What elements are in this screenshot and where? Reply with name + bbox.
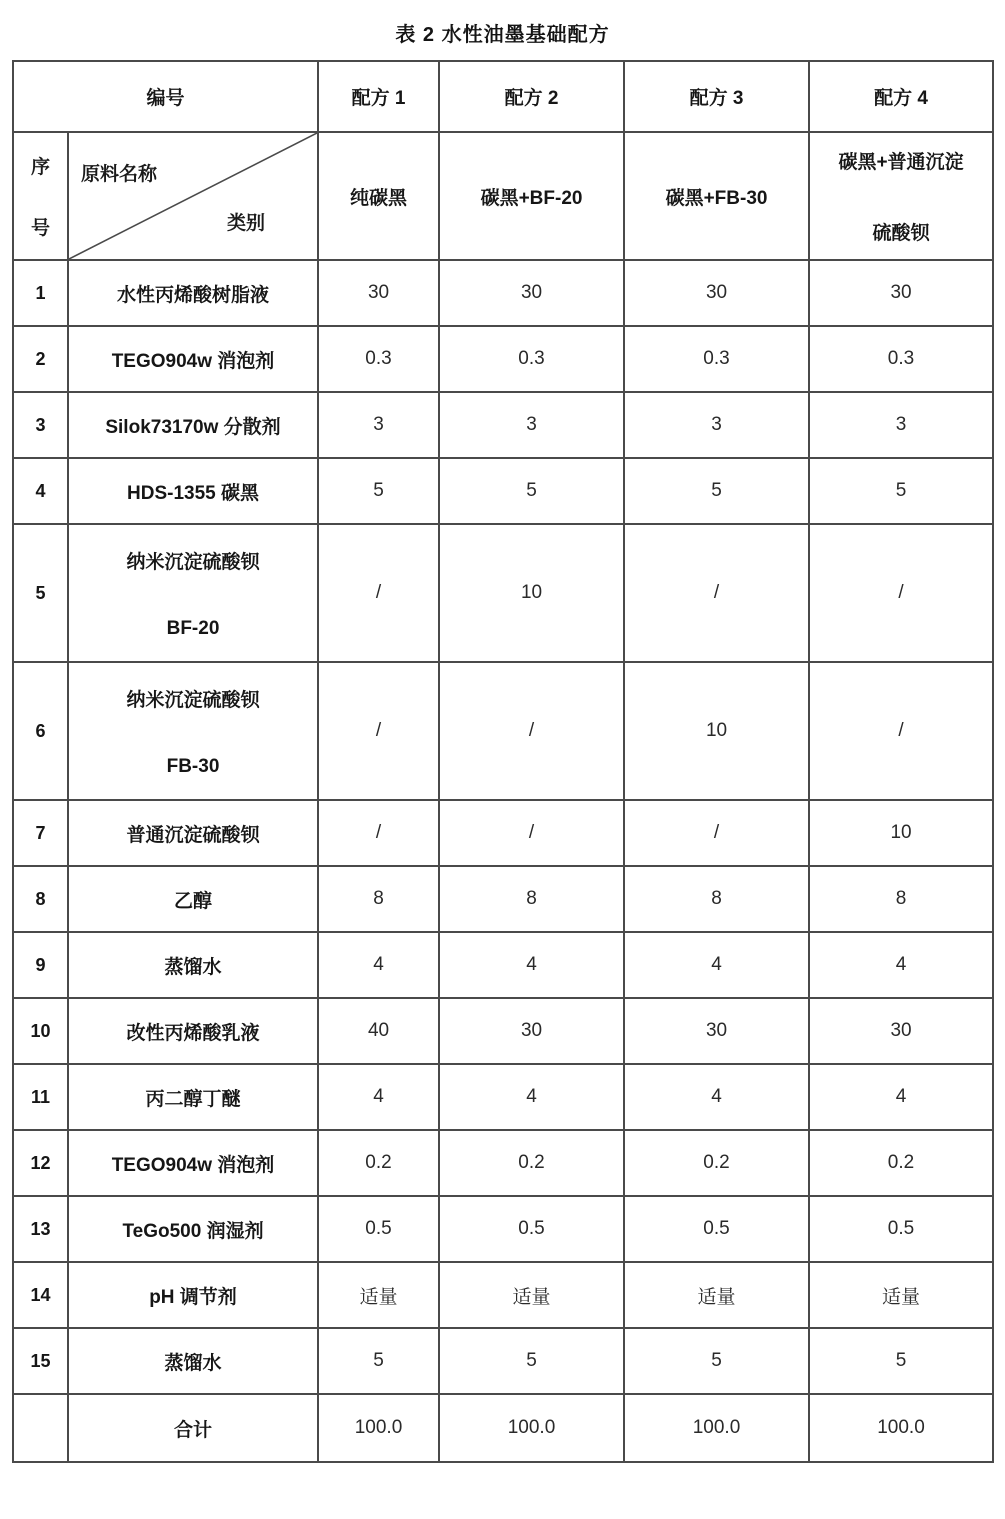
total-value-cell: 100.0: [624, 1394, 809, 1462]
total-label-cell: 合计: [68, 1394, 318, 1462]
value-cell: /: [809, 662, 993, 800]
serial-header-cell: [13, 132, 68, 260]
formula-type-3: 碳黑+FB-30: [624, 132, 809, 260]
formula-type-1: 纯碳黑: [318, 132, 439, 260]
value-cell: 8: [809, 866, 993, 932]
header-row-2: [13, 132, 993, 260]
value-cell: 3: [809, 392, 993, 458]
value-cell: 30: [809, 998, 993, 1064]
value-cell: 5: [439, 1328, 624, 1394]
value-cell: 5: [809, 1328, 993, 1394]
table-row: [13, 1328, 993, 1394]
material-line1: 纳米沉淀硫酸钡: [126, 551, 260, 573]
value-cell: 4: [624, 1064, 809, 1130]
value-cell: 30: [624, 260, 809, 326]
table-row: [13, 392, 993, 458]
value-cell: 3: [318, 392, 439, 458]
row-serial: 6: [13, 662, 68, 800]
material-line2: FB-30: [166, 755, 220, 777]
row-serial: 2: [13, 326, 68, 392]
row-serial: [13, 1394, 68, 1462]
row-serial: 10: [13, 998, 68, 1064]
diagonal-header-cell: [68, 132, 318, 260]
total-value-cell: 100.0: [439, 1394, 624, 1462]
page-title: 表 2 水性油墨基础配方: [395, 24, 610, 46]
material-cell: HDS-1355 碳黑: [68, 458, 318, 524]
material-cell: 水性丙烯酸树脂液: [68, 260, 318, 326]
material-cell: [68, 524, 318, 662]
value-cell: 30: [809, 260, 993, 326]
formula-type-2: 碳黑+BF-20: [439, 132, 624, 260]
total-row: [13, 1394, 993, 1462]
material-line1: 纳米沉淀硫酸钡: [126, 689, 260, 711]
value-cell: 30: [439, 260, 624, 326]
row-serial: 9: [13, 932, 68, 998]
value-cell: 0.3: [439, 326, 624, 392]
value-cell: 适量: [439, 1262, 624, 1328]
value-cell: /: [439, 662, 624, 800]
value-cell: 10: [439, 524, 624, 662]
value-cell: 0.3: [624, 326, 809, 392]
value-cell: 4: [318, 1064, 439, 1130]
value-cell: /: [318, 800, 439, 866]
value-cell: 10: [809, 800, 993, 866]
value-cell: 3: [439, 392, 624, 458]
category-label: 类别: [227, 213, 266, 234]
value-cell: 5: [624, 1328, 809, 1394]
value-cell: 4: [809, 1064, 993, 1130]
value-cell: 0.5: [809, 1196, 993, 1262]
value-cell: 0.3: [809, 326, 993, 392]
value-cell: 0.2: [624, 1130, 809, 1196]
value-cell: 适量: [809, 1262, 993, 1328]
value-cell: /: [318, 662, 439, 800]
row-serial: 11: [13, 1064, 68, 1130]
value-cell: 3: [624, 392, 809, 458]
value-cell: 5: [318, 458, 439, 524]
row-serial: 5: [13, 524, 68, 662]
value-cell: 4: [318, 932, 439, 998]
material-cell: 蒸馏水: [68, 932, 318, 998]
value-cell: 30: [624, 998, 809, 1064]
value-cell: 0.3: [318, 326, 439, 392]
table-row: [13, 260, 993, 326]
row-serial: 14: [13, 1262, 68, 1328]
table-row: [13, 800, 993, 866]
table-row: [13, 998, 993, 1064]
material-cell: 蒸馏水: [68, 1328, 318, 1394]
material-cell: 改性丙烯酸乳液: [68, 998, 318, 1064]
material-cell: [68, 662, 318, 800]
value-cell: 40: [318, 998, 439, 1064]
header-formula-1: 配方 1: [318, 61, 439, 132]
material-cell: 乙醇: [68, 866, 318, 932]
value-cell: 0.2: [318, 1130, 439, 1196]
header-id-cell: 编号: [13, 61, 318, 132]
value-cell: /: [624, 800, 809, 866]
table-row: [13, 1262, 993, 1328]
value-cell: 4: [809, 932, 993, 998]
table-row: [13, 932, 993, 998]
material-name-label: 原料名称: [81, 164, 158, 185]
header-formula-4: 配方 4: [809, 61, 993, 132]
material-line2: BF-20: [166, 617, 220, 639]
value-cell: 4: [439, 932, 624, 998]
header-formula-2: 配方 2: [439, 61, 624, 132]
value-cell: 30: [318, 260, 439, 326]
value-cell: 适量: [318, 1262, 439, 1328]
table-row: [13, 524, 993, 662]
table-row: [13, 866, 993, 932]
table-row: [13, 326, 993, 392]
table-row: [13, 1196, 993, 1262]
table-row: [13, 662, 993, 800]
value-cell: 30: [439, 998, 624, 1064]
serial-header-line2: 号: [30, 218, 50, 239]
material-cell: TEGO904w 消泡剂: [68, 1130, 318, 1196]
material-cell: pH 调节剂: [68, 1262, 318, 1328]
value-cell: 0.2: [439, 1130, 624, 1196]
header-formula-3: 配方 3: [624, 61, 809, 132]
material-cell: Silok73170w 分散剂: [68, 392, 318, 458]
table-row: [13, 1064, 993, 1130]
value-cell: /: [624, 524, 809, 662]
value-cell: 5: [809, 458, 993, 524]
value-cell: 10: [624, 662, 809, 800]
row-serial: 15: [13, 1328, 68, 1394]
row-serial: 8: [13, 866, 68, 932]
value-cell: 5: [624, 458, 809, 524]
table-row: [13, 1130, 993, 1196]
value-cell: 5: [439, 458, 624, 524]
value-cell: 8: [439, 866, 624, 932]
value-cell: 4: [624, 932, 809, 998]
material-cell: 丙二醇丁醚: [68, 1064, 318, 1130]
row-serial: 13: [13, 1196, 68, 1262]
formula-table: [12, 60, 994, 1463]
value-cell: 8: [624, 866, 809, 932]
row-serial: 1: [13, 260, 68, 326]
value-cell: 0.2: [809, 1130, 993, 1196]
formula-type-4: 碳黑+普通沉淀 硫酸钡: [809, 132, 993, 260]
value-cell: 0.5: [624, 1196, 809, 1262]
row-serial: 4: [13, 458, 68, 524]
value-cell: /: [809, 524, 993, 662]
value-cell: /: [318, 524, 439, 662]
value-cell: 0.5: [318, 1196, 439, 1262]
value-cell: 适量: [624, 1262, 809, 1328]
value-cell: 8: [318, 866, 439, 932]
value-cell: /: [439, 800, 624, 866]
value-cell: 4: [439, 1064, 624, 1130]
material-cell: 普通沉淀硫酸钡: [68, 800, 318, 866]
material-cell: TEGO904w 消泡剂: [68, 326, 318, 392]
row-serial: 3: [13, 392, 68, 458]
diagonal-line: [69, 133, 317, 259]
value-cell: 5: [318, 1328, 439, 1394]
row-serial: 7: [13, 800, 68, 866]
value-cell: 0.5: [439, 1196, 624, 1262]
serial-header-line1: 序: [30, 157, 50, 178]
total-value-cell: 100.0: [318, 1394, 439, 1462]
row-serial: 12: [13, 1130, 68, 1196]
table-row: [13, 458, 993, 524]
material-cell: TeGo500 润湿剂: [68, 1196, 318, 1262]
total-value-cell: 100.0: [809, 1394, 993, 1462]
header-row-1: [13, 61, 993, 132]
